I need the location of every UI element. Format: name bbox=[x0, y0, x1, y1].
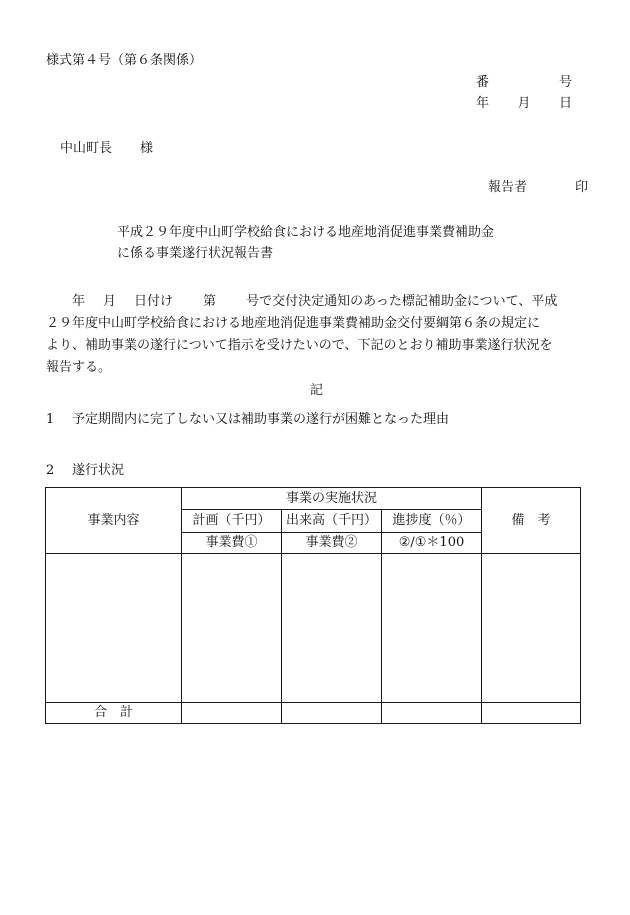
header-plan: 計画（千円） bbox=[182, 510, 282, 533]
total-progress-cell[interactable] bbox=[382, 703, 482, 724]
document-number-row bbox=[476, 75, 572, 91]
reporter-label: 報告者 bbox=[488, 180, 528, 195]
body-month: 月 bbox=[103, 294, 117, 309]
header-progress: 進捗度（％） bbox=[382, 510, 482, 533]
header-actual-sub: 事業費② bbox=[282, 533, 382, 554]
item-1 bbox=[46, 412, 449, 428]
document-title-line-1: 平成２９年度中山町学校給食における地産地消促進事業費補助金 bbox=[117, 225, 495, 240]
seal-mark: 印 bbox=[574, 180, 588, 195]
date-year-label: 年 bbox=[476, 96, 490, 111]
form-number: 様式第４号（第６条関係） bbox=[46, 53, 203, 68]
actual-cell[interactable] bbox=[282, 554, 382, 703]
total-actual-cell[interactable] bbox=[282, 703, 382, 724]
header-plan-sub: 事業費① bbox=[182, 533, 282, 554]
header-implementation-status: 事業の実施状況 bbox=[182, 488, 482, 510]
ki-mark: 記 bbox=[310, 383, 324, 398]
item-2 bbox=[46, 463, 124, 479]
document-title-line-2: に係る事業遂行状況報告書 bbox=[117, 246, 274, 261]
header-remarks: 備 考 bbox=[482, 488, 581, 554]
total-row bbox=[46, 703, 581, 724]
body-text-a: 号で交付決定通知のあった標記補助金について、平成 bbox=[246, 294, 558, 309]
remarks-cell[interactable] bbox=[482, 554, 581, 703]
total-label: 合 計 bbox=[46, 703, 182, 724]
header-content: 事業内容 bbox=[46, 488, 182, 554]
header-actual: 出来高（千円） bbox=[282, 510, 382, 533]
item-1-number: 1 bbox=[46, 412, 55, 427]
body-text-b: ２９年度中山町学校給食における地産地消促進事業費補助金交付要綱第６条の規定に bbox=[46, 316, 541, 331]
addressee bbox=[60, 141, 153, 157]
header-progress-sub: ②/①＊100 bbox=[382, 533, 482, 554]
plan-cell[interactable] bbox=[182, 554, 282, 703]
body-day-dated: 日付け bbox=[134, 294, 174, 309]
body-paragraph bbox=[46, 291, 586, 379]
item-2-text: 遂行状況 bbox=[72, 463, 125, 478]
status-table bbox=[45, 487, 581, 724]
date-row bbox=[476, 96, 572, 112]
number-label-left: 番 bbox=[476, 75, 490, 90]
progress-cell[interactable] bbox=[382, 554, 482, 703]
addressee-name: 中山町長 bbox=[60, 141, 113, 156]
body-text-d: 報告する。 bbox=[46, 360, 112, 375]
date-month-label: 月 bbox=[517, 96, 531, 111]
body-dai: 第 bbox=[203, 294, 217, 309]
number-label-right: 号 bbox=[558, 75, 572, 90]
content-cell[interactable] bbox=[46, 554, 182, 703]
date-day-label: 日 bbox=[558, 96, 572, 111]
total-remarks-cell[interactable] bbox=[482, 703, 581, 724]
addressee-honorific: 様 bbox=[140, 141, 154, 156]
total-plan-cell[interactable] bbox=[182, 703, 282, 724]
body-text-c: より、補助事業の遂行について指示を受けたいので、下記のとおり補助事業遂行状況を bbox=[46, 338, 553, 353]
item-2-number: 2 bbox=[46, 463, 55, 478]
table-row bbox=[46, 554, 581, 703]
body-year: 年 bbox=[72, 294, 86, 309]
item-1-text: 予定期間内に完了しない又は補助事業の遂行が困難となった理由 bbox=[72, 412, 450, 427]
reporter-row bbox=[488, 180, 588, 196]
